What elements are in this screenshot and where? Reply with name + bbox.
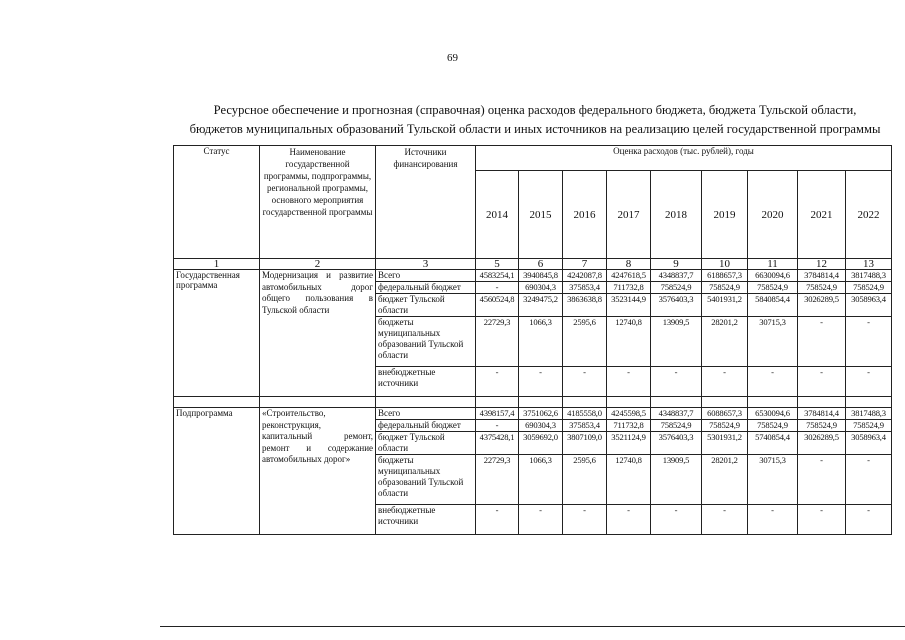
value-cell: - — [798, 505, 846, 535]
source-cell: внебюджетные источники — [376, 505, 476, 535]
column-number: 10 — [702, 259, 748, 270]
column-number: 13 — [846, 259, 892, 270]
value-cell: 3784814,4 — [798, 408, 846, 420]
value-cell: - — [702, 505, 748, 535]
value-cell: - — [519, 505, 563, 535]
header-year: 2021 — [798, 171, 846, 259]
value-cell: 6630094,6 — [748, 270, 798, 282]
value-cell: 2595,6 — [563, 317, 607, 367]
value-cell: 4560524,8 — [476, 294, 519, 317]
value-cell: 758524,9 — [798, 420, 846, 432]
value-cell: - — [798, 367, 846, 397]
value-cell: - — [607, 367, 651, 397]
value-cell: 711732,8 — [607, 420, 651, 432]
value-cell: 30715,3 — [748, 455, 798, 505]
header-year: 2017 — [607, 171, 651, 259]
value-cell: 758524,9 — [748, 420, 798, 432]
source-cell: федеральный бюджет — [376, 420, 476, 432]
spacer-cell — [798, 397, 846, 408]
value-cell: 690304,3 — [519, 420, 563, 432]
header-year: 2015 — [519, 171, 563, 259]
value-cell: - — [476, 505, 519, 535]
value-cell: 4348837,7 — [651, 270, 702, 282]
group-spacer — [174, 397, 892, 408]
value-cell: 3059692,0 — [519, 432, 563, 455]
source-cell: внебюджетные источники — [376, 367, 476, 397]
status-cell: Государственная программа — [174, 270, 260, 397]
value-cell: 758524,9 — [798, 282, 846, 294]
value-cell: 13909,5 — [651, 455, 702, 505]
value-cell: 4242087,8 — [563, 270, 607, 282]
source-cell: федеральный бюджет — [376, 282, 476, 294]
column-number: 1 — [174, 259, 260, 270]
value-cell: 13909,5 — [651, 317, 702, 367]
column-number: 5 — [476, 259, 519, 270]
column-number: 12 — [798, 259, 846, 270]
spacer-cell — [846, 397, 892, 408]
status-cell: Подпрограмма — [174, 408, 260, 535]
value-cell: 4583254,1 — [476, 270, 519, 282]
column-number: 7 — [563, 259, 607, 270]
spacer-cell — [476, 397, 519, 408]
program-name-cell: «Строительство, реконструкция, капитальный ремонт, ремонт и содержание автомобильных дорог» — [260, 408, 376, 535]
value-cell: - — [748, 505, 798, 535]
value-cell: 3523144,9 — [607, 294, 651, 317]
value-cell: 4375428,1 — [476, 432, 519, 455]
value-cell: 3863638,8 — [563, 294, 607, 317]
value-cell: 3249475,2 — [519, 294, 563, 317]
value-cell: 5840854,4 — [748, 294, 798, 317]
value-cell: 22729,3 — [476, 317, 519, 367]
value-cell: - — [846, 317, 892, 367]
value-cell: - — [563, 367, 607, 397]
value-cell: 6088657,3 — [702, 408, 748, 420]
value-cell: - — [651, 505, 702, 535]
value-cell: 3026289,5 — [798, 432, 846, 455]
value-cell: 1066,3 — [519, 317, 563, 367]
value-cell: - — [607, 505, 651, 535]
value-cell: 375853,4 — [563, 282, 607, 294]
spacer-cell — [651, 397, 702, 408]
value-cell: 28201,2 — [702, 317, 748, 367]
header-status: Статус — [174, 146, 260, 259]
spacer-cell — [563, 397, 607, 408]
value-cell: 4185558,0 — [563, 408, 607, 420]
source-cell: Всего — [376, 408, 476, 420]
header-year: 2016 — [563, 171, 607, 259]
value-cell: 3817488,3 — [846, 408, 892, 420]
header-estimate: Оценка расходов (тыс. рублей), годы — [476, 146, 892, 171]
value-cell: 690304,3 — [519, 282, 563, 294]
value-cell: - — [798, 455, 846, 505]
header-name: Наименование государственной программы, подпрограммы, региональной программы, основного мероприятия государственной программы — [260, 146, 376, 259]
document-title — [175, 101, 895, 139]
spacer-cell — [748, 397, 798, 408]
value-cell: 12740,8 — [607, 455, 651, 505]
bottom-rule — [160, 626, 905, 627]
value-cell: 4398157,4 — [476, 408, 519, 420]
value-cell: - — [846, 455, 892, 505]
value-cell: 3521124,9 — [607, 432, 651, 455]
table-body — [174, 270, 892, 535]
title-line-1: Ресурсное обеспечение и прогнозная (справочная) оценка расходов федерального бюджета, бюджета Тульской области, — [213, 103, 857, 117]
value-cell: 30715,3 — [748, 317, 798, 367]
value-cell: 3940845,8 — [519, 270, 563, 282]
spacer-cell — [519, 397, 563, 408]
header-sources: Источники финансирования — [376, 146, 476, 259]
value-cell: 758524,9 — [846, 420, 892, 432]
value-cell: 2595,6 — [563, 455, 607, 505]
spacer-cell — [260, 397, 376, 408]
column-numbers-row — [174, 259, 892, 270]
column-number: 11 — [748, 259, 798, 270]
value-cell: - — [476, 420, 519, 432]
value-cell: 758524,9 — [846, 282, 892, 294]
value-cell: - — [748, 367, 798, 397]
value-cell: 6530094,6 — [748, 408, 798, 420]
value-cell: - — [563, 505, 607, 535]
column-number: 9 — [651, 259, 702, 270]
value-cell: 3807109,0 — [563, 432, 607, 455]
source-cell: бюджет Тульской области — [376, 294, 476, 317]
value-cell: 3576403,3 — [651, 294, 702, 317]
value-cell: 3058963,4 — [846, 294, 892, 317]
value-cell: 12740,8 — [607, 317, 651, 367]
value-cell: 758524,9 — [748, 282, 798, 294]
source-cell: Всего — [376, 270, 476, 282]
header-year: 2022 — [846, 171, 892, 259]
value-cell: 3817488,3 — [846, 270, 892, 282]
value-cell: - — [846, 505, 892, 535]
value-cell: 3751062,6 — [519, 408, 563, 420]
value-cell: 3784814,4 — [798, 270, 846, 282]
spacer-cell — [702, 397, 748, 408]
value-cell: - — [846, 367, 892, 397]
value-cell: - — [476, 367, 519, 397]
value-cell: 5740854,4 — [748, 432, 798, 455]
value-cell: 711732,8 — [607, 282, 651, 294]
source-cell: бюджет Тульской области — [376, 432, 476, 455]
value-cell: - — [519, 367, 563, 397]
column-number: 8 — [607, 259, 651, 270]
value-cell: 22729,3 — [476, 455, 519, 505]
spacer-cell — [607, 397, 651, 408]
title-line-2: бюджетов муниципальных образований Тульской области и иных источников на реализацию целей государственной программы — [189, 122, 881, 136]
table-row — [174, 408, 892, 420]
value-cell: - — [651, 367, 702, 397]
header-year: 2014 — [476, 171, 519, 259]
value-cell: 6188657,3 — [702, 270, 748, 282]
value-cell: 5401931,2 — [702, 294, 748, 317]
header-year: 2020 — [748, 171, 798, 259]
value-cell: 758524,9 — [651, 420, 702, 432]
value-cell: 4245598,5 — [607, 408, 651, 420]
value-cell: 375853,4 — [563, 420, 607, 432]
value-cell: 28201,2 — [702, 455, 748, 505]
value-cell: 758524,9 — [702, 420, 748, 432]
header-year: 2019 — [702, 171, 748, 259]
value-cell: - — [798, 317, 846, 367]
column-number: 3 — [376, 259, 476, 270]
value-cell: 5301931,2 — [702, 432, 748, 455]
value-cell: - — [476, 282, 519, 294]
spacer-cell — [174, 397, 260, 408]
value-cell: 4247618,5 — [607, 270, 651, 282]
value-cell: 1066,3 — [519, 455, 563, 505]
table-row — [174, 270, 892, 282]
source-cell: бюджеты муниципальных образований Тульской области — [376, 317, 476, 367]
value-cell: 3576403,3 — [651, 432, 702, 455]
spacer-cell — [376, 397, 476, 408]
source-cell: бюджеты муниципальных образований Тульской области — [376, 455, 476, 505]
column-number: 6 — [519, 259, 563, 270]
header-year: 2018 — [651, 171, 702, 259]
value-cell: - — [702, 367, 748, 397]
value-cell: 758524,9 — [702, 282, 748, 294]
page-number: 69 — [447, 52, 458, 64]
expense-table — [173, 145, 892, 535]
column-number: 2 — [260, 259, 376, 270]
program-name-cell: Модернизация и развитие автомобильных дорог общего пользования в Тульской области — [260, 270, 376, 397]
value-cell: 4348837,7 — [651, 408, 702, 420]
value-cell: 3026289,5 — [798, 294, 846, 317]
value-cell: 3058963,4 — [846, 432, 892, 455]
value-cell: 758524,9 — [651, 282, 702, 294]
